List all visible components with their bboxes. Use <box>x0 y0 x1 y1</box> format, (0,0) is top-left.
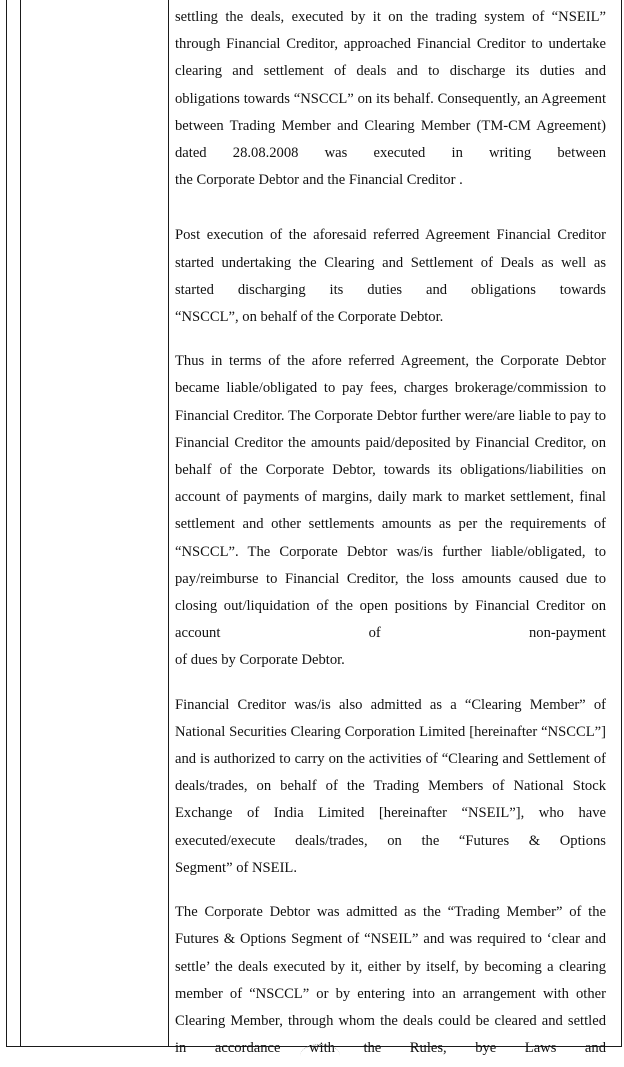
paragraph-text: settling the deals, executed by it on the trading system of “NSEIL” through Financial Creditor, approached Financial Creditor to undertake clearing and settlement of deals and to discharge its duties and obligations towards “NSCCL” on its behalf. Consequently, an Agreement between Trading Member and Clearing Member (TM-CM Agreement) dated 28.08.2008 was executed in writing between <box>175 9 606 162</box>
table-content-column-divider <box>168 0 169 1047</box>
paragraph-text: Financial Creditor was/is also admitted as a “Clearing Member” of National Securities Clearing Corporation Limited [hereinafter “NSCCL”] and is authorized to carry on the activities of “Clearing and Settlement of deals/trades, on behalf of the Trading Members of National Stock Exchange of India Limited [hereinafter “NSEIL”], who have executed/execute deals/trades, on the “Futures & Options <box>175 696 606 849</box>
paragraph-text: Post execution of the aforesaid referred Agreement Financial Creditor started undertaking the Clearing and Settlement of Deals as well as started discharging its duties and obligations towards <box>175 227 606 298</box>
paragraph-last-line: of dues by Corporate Debtor. <box>175 652 345 669</box>
paragraph-clearing-member <box>175 692 606 882</box>
paragraph-post-execution <box>175 222 606 331</box>
paragraph-liability <box>175 348 606 674</box>
table-left-border <box>6 0 7 1047</box>
paragraph-trading-member <box>175 899 606 1062</box>
paragraph-last-line: Segment” of NSEIL. <box>175 859 297 876</box>
stamp-fragment <box>300 1044 340 1067</box>
paragraph-agreement <box>175 4 606 194</box>
table-right-border <box>621 0 622 1047</box>
paragraph-text: The Corporate Debtor was admitted as the “Trading Member” of the Futures & Options Segment of “NSEIL” and was required to ‘clear and settle’ the deals executed by it, either by itself, by becoming a clearing member of “NSCCL” or by entering into an arrangement with other Clearing Member, through whom the deals could be cleared and settled in accordance with the Rules, bye Laws and <box>175 904 606 1057</box>
paragraph-text: Thus in terms of the afore referred Agreement, the Corporate Debtor became liable/obligated to pay fees, charges brokerage/commission to Financial Creditor. The Corporate Debtor further were/are liable to pay to Financial Creditor the amounts paid/deposited by Financial Creditor, on behalf of the Corporate Debtor, towards its obligations/liabilities on account of payments of margins, daily mark to market settlement, final settlement and other settlements amounts as per the requirements of “NSCCL”. The Corporate Debtor was/is further liable/obligated, to pay/reimburse to Financial Creditor, the loss amounts caused due to closing out/liquidation of the open positions by Financial Creditor on account of non-payment <box>175 353 606 642</box>
paragraph-last-line: “NSCCL”, on behalf of the Corporate Debtor. <box>175 309 444 326</box>
table-inner-column-divider <box>20 0 21 1047</box>
document-body <box>175 4 606 1062</box>
paragraph-last-line: the Corporate Debtor and the Financial Creditor . <box>175 172 463 189</box>
